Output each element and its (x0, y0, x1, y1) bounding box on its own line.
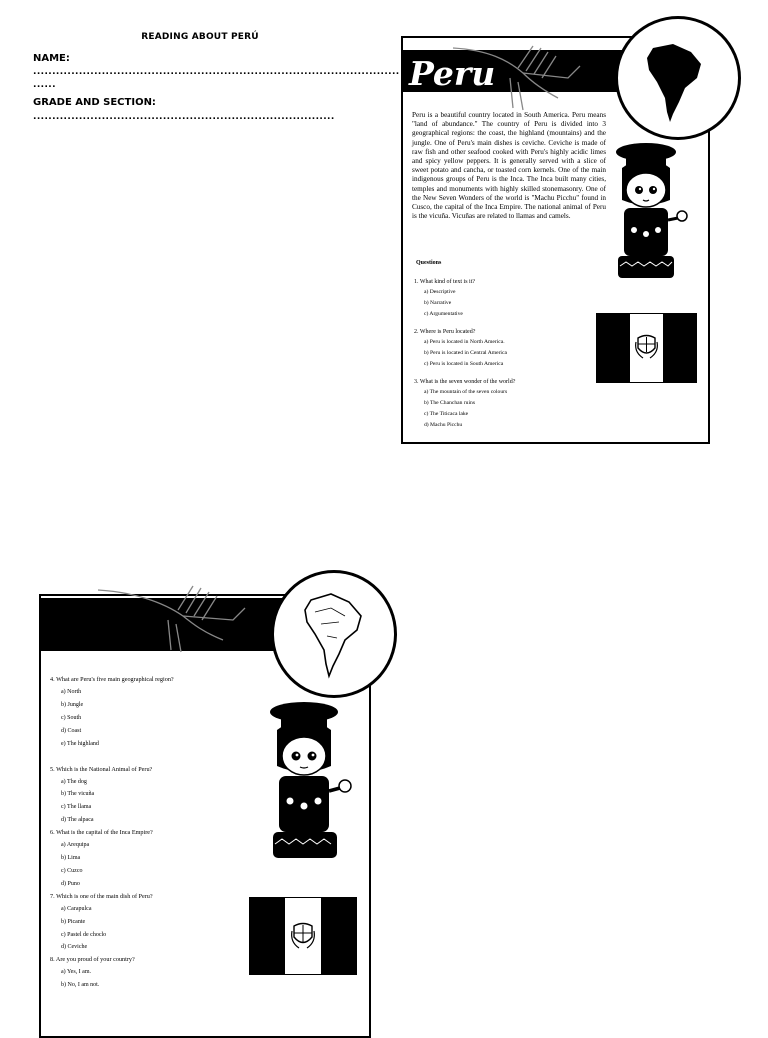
grade-section-dotted-line[interactable]: ............................................................................... (33, 112, 335, 122)
q8-option-b[interactable]: b) No, I am not. (61, 982, 100, 988)
q1-option-c[interactable]: c) Argumentative (424, 311, 463, 317)
name-label: NAME: (33, 53, 70, 64)
q4-option-d[interactable]: d) Coast (61, 728, 82, 734)
grade-section-label: GRADE AND SECTION: (33, 97, 156, 108)
nazca-hummingbird-icon-2 (93, 578, 253, 653)
south-america-map-icon-2 (301, 592, 363, 678)
q4-option-c[interactable]: c) South (61, 715, 82, 721)
reading-sheet (401, 36, 710, 444)
south-america-map-icon (643, 42, 703, 124)
coat-of-arms-icon-2 (291, 922, 315, 950)
q5-option-d[interactable]: d) The alpaca (61, 817, 94, 823)
q6-option-a[interactable]: a) Arequipa (61, 842, 90, 848)
q2-option-c[interactable]: c) Peru is located in South America (424, 361, 504, 367)
name-dotted-line[interactable]: ................................................................................................ (33, 67, 400, 77)
q6-option-d[interactable]: d) Puno (61, 881, 80, 887)
nazca-hummingbird-icon (448, 38, 588, 113)
q8-option-a[interactable]: a) Yes, I am. (61, 969, 91, 975)
q7-option-c[interactable]: c) Pastel de choclo (61, 932, 107, 938)
q3-option-c[interactable]: c) The Titicaca lake (424, 411, 469, 417)
sheet-title: Peru (409, 54, 496, 93)
q3-option-a[interactable]: a) The mountain of the seven colours (424, 389, 508, 395)
question-8: 8. Are you proud of your country? (50, 956, 135, 963)
q1-option-b[interactable]: b) Narrative (424, 300, 452, 306)
question-3: 3. What is the seven wonder of the world? (414, 379, 516, 385)
q2-option-a[interactable]: a) Peru is located in North America. (424, 339, 505, 345)
peru-flag-icon (596, 313, 697, 383)
q3-option-d[interactable]: d) Machu Picchu (424, 422, 463, 428)
q5-option-a[interactable]: a) The dog (61, 779, 87, 785)
q7-option-d[interactable]: d) Ceviche (61, 944, 88, 950)
coat-of-arms-icon (635, 334, 658, 360)
question-1: 1. What kind of text is it? (414, 279, 476, 285)
questions-heading: Questions (416, 260, 442, 266)
q4-option-a[interactable]: a) North (61, 689, 82, 695)
q2-option-b[interactable]: b) Peru is located in Central America (424, 350, 507, 356)
question-6: 6. What is the capital of the Inca Empire? (50, 829, 153, 836)
question-5: 5. Which is the National Animal of Peru? (50, 766, 153, 773)
inca-doll-icon (606, 138, 696, 286)
q5-option-c[interactable]: c) The llama (61, 804, 92, 810)
inca-doll-icon-2 (259, 696, 359, 866)
reading-paragraph: Peru is a beautiful country located in South America. Peru means "land of abundance." The country of Peru is divided into 3 geographical regions: the coast, the highland (mountains) and the jungle. One of Peru's main dishes is ceviche. Ceviche is made of raw fish and other seafood cooked with Peru's highly acidic limes and spicy yellow peppers. It is generally served with a slice of sweet potato and cancha, or toasted corn kernels. One of the main indigenous groups of Peru is the Inca. The Inca built many cities, temples and monuments with highly skilled stonemasonry. One of the New Seven Wonders of the world is "Machu Picchu" found in Cusco, the capital of the Inca Empire. The national animal of Peru is the vicuña. Vicuñas are related to llamas and camels. (412, 111, 606, 221)
q4-option-e[interactable]: e) The highland (61, 741, 99, 747)
name-dotted-line-continued[interactable]: ...... (33, 80, 56, 90)
question-4: 4. What are Peru's five main geographical region? (50, 676, 174, 683)
q3-option-b[interactable]: b) The Chanchan ruins (424, 400, 476, 406)
q7-option-b[interactable]: b) Picante (61, 919, 86, 925)
q6-option-b[interactable]: b) Lima (61, 855, 81, 861)
worksheet-title: READING ABOUT PERÚ (141, 32, 259, 42)
peru-flag-icon-2 (249, 897, 357, 975)
q1-option-a[interactable]: a) Descriptive (424, 289, 456, 295)
q6-option-c[interactable]: c) Cuzco (61, 868, 83, 874)
q7-option-a[interactable]: a) Carapulca (61, 906, 92, 912)
questions-sheet (39, 594, 371, 1038)
question-2: 2. Where is Peru located? (414, 329, 476, 335)
q5-option-b[interactable]: b) The vicuña (61, 791, 95, 797)
q4-option-b[interactable]: b) Jungle (61, 702, 84, 708)
question-7: 7. Which is one of the main dish of Peru? (50, 893, 153, 900)
